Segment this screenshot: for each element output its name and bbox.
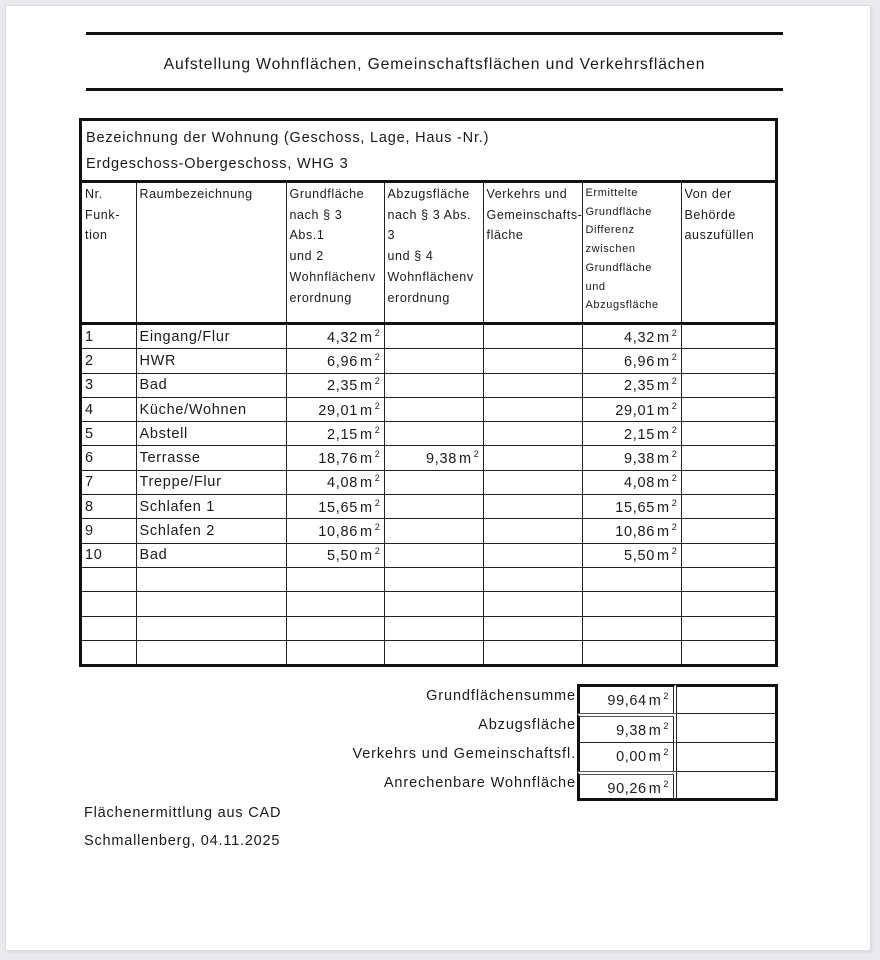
column-header-line: Differenz: [585, 224, 635, 237]
unit-label: m: [360, 426, 373, 443]
unit-label: m: [360, 475, 373, 492]
unit-label: m: [657, 548, 670, 565]
summary-value-box: [577, 742, 677, 771]
cell-value: 1: [85, 328, 94, 345]
column-header-line: und 2: [289, 249, 324, 264]
cell-value: 5,50: [623, 548, 655, 565]
cell-value: 2,35: [326, 378, 358, 395]
cell-abzug: [384, 422, 483, 446]
column-header-line: Nr.: [85, 187, 103, 201]
unit-superscript: 2: [473, 449, 480, 460]
cell-raum: [136, 324, 286, 349]
cell-abzug: [384, 397, 483, 421]
summary-value-box: [577, 684, 677, 713]
cell-value: 4,08: [623, 475, 655, 492]
unit-superscript: 2: [663, 747, 669, 757]
cell-value: 8: [85, 498, 94, 515]
unit-superscript: 2: [374, 327, 381, 338]
column-header-line: und § 4: [387, 249, 434, 264]
cell-value: 9: [85, 523, 94, 540]
cell-behoerde: [681, 567, 775, 591]
footer-place-date: Schmallenberg, 04.11.2025: [84, 833, 281, 849]
cell-verkehr: [483, 373, 582, 397]
cell-raum: [136, 519, 286, 543]
unit-superscript: 2: [374, 376, 381, 387]
column-header-line: Abzugsfläche: [387, 187, 470, 201]
cell-value: Terrasse: [139, 450, 201, 467]
title-rule-bottom: [86, 88, 783, 91]
unit-superscript: 2: [374, 497, 381, 508]
cell-raum: [136, 567, 286, 591]
cell-value: 10,86: [615, 524, 655, 541]
table-row: [82, 567, 775, 591]
cell-value: 29,01: [318, 402, 358, 419]
column-header-row: [82, 183, 775, 324]
column-header-line: nach § 3 Abs.1: [289, 207, 343, 243]
cell-abzug: [384, 567, 483, 591]
title-rule-top: [86, 32, 783, 35]
column-header-line: Wohnflächenv: [289, 269, 376, 284]
unit-superscript: 2: [663, 779, 669, 789]
cell-grund: [286, 373, 384, 397]
cell-value: 10,86: [318, 524, 358, 541]
cell-nr: [82, 422, 136, 446]
unit-label: m: [360, 329, 373, 346]
cell-behoerde: [681, 422, 775, 446]
cell-abzug: [384, 640, 483, 664]
column-header-line: fläche: [486, 228, 524, 243]
cell-abzug: [384, 373, 483, 397]
cell-nr: [82, 519, 136, 543]
column-header-abzug: [384, 183, 483, 324]
cell-nr: [82, 543, 136, 567]
unit-label: m: [657, 451, 670, 468]
unit-label: m: [360, 548, 373, 565]
unit-superscript: 2: [671, 351, 678, 362]
cell-verkehr: [483, 470, 582, 494]
cell-verkehr: [483, 495, 582, 519]
cell-raum: [136, 495, 286, 519]
cell-abzug: [384, 616, 483, 640]
column-header-line: Funk-: [85, 207, 120, 222]
cell-ermittelt: [582, 592, 681, 616]
cell-value: 4,32: [326, 329, 358, 346]
cell-value: 2,35: [623, 378, 655, 395]
cell-grund: [286, 446, 384, 470]
cell-abzug: [384, 592, 483, 616]
table-row: [82, 397, 775, 421]
cell-value: Treppe/Flur: [139, 474, 222, 491]
cell-value: 9,38: [623, 451, 655, 468]
cell-nr: [82, 495, 136, 519]
cell-value: 2,15: [326, 426, 358, 443]
summary-value-box: [577, 771, 677, 800]
unit-label: m: [648, 781, 662, 797]
cell-verkehr: [483, 640, 582, 664]
table-row: [82, 422, 775, 446]
cell-value: 5: [85, 425, 94, 442]
unit-label: m: [657, 426, 670, 443]
unit-label: m: [657, 353, 670, 370]
cell-value: 4,08: [326, 475, 358, 492]
unit-label: m: [459, 451, 472, 468]
authority-empty-cell: [677, 684, 778, 713]
cell-behoerde: [681, 397, 775, 421]
cell-grund: [286, 616, 384, 640]
unit-label: m: [360, 524, 373, 541]
cell-raum: [136, 446, 286, 470]
cell-value: 9,38: [425, 451, 457, 468]
cell-nr: [82, 324, 136, 349]
cell-value: 5,50: [326, 548, 358, 565]
authority-empty-cell: [677, 713, 778, 742]
cell-ermittelt: [582, 446, 681, 470]
cell-behoerde: [681, 592, 775, 616]
cell-behoerde: [681, 324, 775, 349]
column-header-line: Von der: [684, 187, 732, 201]
room-area-table: [82, 183, 775, 664]
cell-ermittelt: [582, 616, 681, 640]
cell-behoerde: [681, 543, 775, 567]
cell-verkehr: [483, 349, 582, 373]
unit-label: m: [648, 693, 662, 709]
table-row: [82, 324, 775, 349]
summary-label: Anrechenbare Wohnfläche: [383, 775, 576, 791]
table-row: [82, 446, 775, 470]
unit-label: m: [657, 524, 670, 541]
summary-bottom-border: [577, 798, 778, 801]
unit-label: m: [360, 499, 373, 516]
column-header-line: Abzugsfläche: [585, 299, 659, 312]
cell-value: 2,15: [623, 426, 655, 443]
cell-raum: [136, 592, 286, 616]
column-header-behoerde: [681, 183, 775, 324]
unit-label: m: [360, 402, 373, 419]
cell-value: Abstell: [139, 425, 188, 442]
cell-ermittelt: [582, 349, 681, 373]
cell-value: Schlafen 2: [139, 523, 216, 540]
cell-grund: [286, 349, 384, 373]
unit-label: m: [648, 749, 662, 765]
cell-raum: [136, 470, 286, 494]
cell-verkehr: [483, 519, 582, 543]
cell-nr: [82, 373, 136, 397]
summary-label: Grundflächensumme: [426, 688, 576, 704]
cell-value: 15,65: [615, 499, 655, 516]
cell-behoerde: [681, 495, 775, 519]
unit-superscript: 2: [671, 327, 678, 338]
summary-value: [607, 691, 669, 709]
cell-nr: [82, 446, 136, 470]
summary-number: 90,26: [607, 781, 647, 797]
cell-behoerde: [681, 373, 775, 397]
cell-raum: [136, 616, 286, 640]
column-header-line: Behörde: [684, 207, 736, 222]
cell-ermittelt: [582, 422, 681, 446]
cell-value: 15,65: [318, 499, 358, 516]
unit-superscript: 2: [671, 376, 678, 387]
unit-superscript: 2: [663, 691, 669, 701]
cell-value: 18,76: [318, 451, 358, 468]
unit-label: m: [657, 475, 670, 492]
cell-value: 6,96: [623, 353, 655, 370]
summary-value: [616, 747, 669, 765]
cell-raum: [136, 373, 286, 397]
cell-grund: [286, 567, 384, 591]
column-header-line: Grundfläche: [289, 187, 365, 201]
unit-superscript: 2: [374, 522, 381, 533]
unit-label: m: [657, 499, 670, 516]
cell-raum: [136, 349, 286, 373]
column-header-grund: [286, 183, 384, 324]
unit-superscript: 2: [374, 351, 381, 362]
unit-label: m: [657, 402, 670, 419]
apartment-designation: [82, 121, 775, 183]
cell-raum: [136, 543, 286, 567]
cell-abzug: [384, 446, 483, 470]
column-header-line: Grundfläche: [585, 205, 653, 218]
column-header-line: auszufüllen: [684, 228, 755, 243]
cell-nr: [82, 616, 136, 640]
cell-grund: [286, 592, 384, 616]
unit-label: m: [657, 378, 670, 395]
cell-verkehr: [483, 446, 582, 470]
cell-value: 4,32: [623, 329, 655, 346]
cell-grund: [286, 397, 384, 421]
column-header-nr: [82, 183, 136, 324]
cell-grund: [286, 422, 384, 446]
unit-superscript: 2: [374, 546, 381, 557]
summary-label: Verkehrs und Gemeinschaftsfl.: [352, 746, 576, 762]
cell-nr: [82, 592, 136, 616]
column-header-line: tion: [85, 228, 108, 243]
cell-grund: [286, 470, 384, 494]
cell-verkehr: [483, 616, 582, 640]
unit-label: m: [360, 378, 373, 395]
table-row: [82, 349, 775, 373]
cell-value: Bad: [139, 377, 168, 394]
cell-nr: [82, 397, 136, 421]
unit-superscript: 2: [671, 473, 678, 484]
cell-ermittelt: [582, 397, 681, 421]
cell-value: 29,01: [615, 402, 655, 419]
document-title: Aufstellung Wohnflächen, Gemeinschaftsflächen und Verkehrsflächen: [163, 56, 706, 73]
column-header-ermittelt: [582, 183, 681, 324]
cell-ermittelt: [582, 324, 681, 349]
cell-verkehr: [483, 567, 582, 591]
cell-verkehr: [483, 543, 582, 567]
summary-number: 0,00: [616, 749, 647, 765]
cell-nr: [82, 470, 136, 494]
cell-nr: [82, 567, 136, 591]
table-row: [82, 640, 775, 664]
unit-superscript: 2: [374, 400, 381, 411]
cell-abzug: [384, 470, 483, 494]
unit-superscript: 2: [374, 424, 381, 435]
cell-ermittelt: [582, 470, 681, 494]
cell-abzug: [384, 349, 483, 373]
cell-raum: [136, 640, 286, 664]
unit-label: m: [648, 723, 662, 739]
column-header-line: Grundfläche: [585, 261, 653, 274]
cell-grund: [286, 543, 384, 567]
authority-empty-cell: [677, 742, 778, 771]
cell-abzug: [384, 495, 483, 519]
cell-ermittelt: [582, 495, 681, 519]
summary-row: [79, 742, 778, 771]
unit-label: m: [360, 353, 373, 370]
footer-source: Flächenermittlung aus CAD: [84, 805, 282, 821]
cell-nr: [82, 349, 136, 373]
cell-value: Schlafen 1: [139, 498, 216, 515]
table-row: [82, 470, 775, 494]
cell-abzug: [384, 519, 483, 543]
summary-value: [616, 721, 669, 739]
designation-label: Bezeichnung der Wohnung (Geschoss, Lage, Haus -Nr.): [86, 130, 490, 146]
summary-row: [79, 771, 778, 800]
cell-value: Eingang/Flur: [139, 328, 231, 345]
cell-behoerde: [681, 519, 775, 543]
unit-label: m: [360, 451, 373, 468]
summary-row: [79, 684, 778, 713]
table-row: [82, 373, 775, 397]
unit-superscript: 2: [671, 424, 678, 435]
column-header-line: Raumbezeichnung: [139, 187, 253, 201]
cell-verkehr: [483, 592, 582, 616]
column-header-line: zwischen: [585, 243, 636, 256]
column-header-raum: [136, 183, 286, 324]
cell-grund: [286, 640, 384, 664]
column-header-verkehr: [483, 183, 582, 324]
table-row: [82, 616, 775, 640]
cell-raum: [136, 397, 286, 421]
summary-number: 9,38: [616, 723, 647, 739]
cell-value: Bad: [139, 547, 168, 564]
cell-value: 10: [85, 547, 103, 564]
summary-value: [607, 779, 669, 797]
unit-superscript: 2: [671, 497, 678, 508]
column-header-line: und: [585, 280, 606, 293]
summary-number: 99,64: [607, 693, 647, 709]
unit-superscript: 2: [663, 721, 669, 731]
column-header-line: Wohnflächenv: [387, 269, 474, 284]
cell-value: 4: [85, 401, 94, 418]
cell-abzug: [384, 543, 483, 567]
cell-behoerde: [681, 446, 775, 470]
summary-row: [79, 713, 778, 742]
cell-behoerde: [681, 640, 775, 664]
table-row: [82, 495, 775, 519]
table-row: [82, 519, 775, 543]
summary-label: Abzugsfläche: [478, 717, 576, 733]
cell-value: 2: [85, 352, 94, 369]
cell-behoerde: [681, 616, 775, 640]
authority-empty-cell: [677, 771, 778, 800]
cell-behoerde: [681, 349, 775, 373]
table-row: [82, 592, 775, 616]
column-header-line: erordnung: [289, 290, 352, 305]
cell-ermittelt: [582, 543, 681, 567]
column-header-line: erordnung: [387, 290, 450, 305]
summary-value-box: [577, 713, 677, 742]
column-header-line: Verkehrs und: [486, 187, 568, 201]
table-row: [82, 543, 775, 567]
column-header-line: Gemeinschafts-: [486, 207, 583, 222]
cell-verkehr: [483, 422, 582, 446]
cell-nr: [82, 640, 136, 664]
cell-abzug: [384, 324, 483, 349]
unit-superscript: 2: [671, 546, 678, 557]
cell-grund: [286, 519, 384, 543]
unit-superscript: 2: [671, 522, 678, 533]
cell-ermittelt: [582, 373, 681, 397]
unit-superscript: 2: [671, 449, 678, 460]
unit-label: m: [657, 329, 670, 346]
cell-value: HWR: [139, 352, 177, 369]
cell-verkehr: [483, 324, 582, 349]
cell-grund: [286, 324, 384, 349]
cell-ermittelt: [582, 640, 681, 664]
cell-ermittelt: [582, 519, 681, 543]
unit-superscript: 2: [374, 473, 381, 484]
cell-value: 7: [85, 474, 94, 491]
cell-value: 6,96: [326, 353, 358, 370]
cell-behoerde: [681, 470, 775, 494]
column-header-line: nach § 3 Abs. 3: [387, 207, 472, 243]
cell-value: 6: [85, 450, 94, 467]
designation-value: Erdgeschoss-Obergeschoss, WHG 3: [86, 156, 349, 172]
unit-superscript: 2: [374, 449, 381, 460]
cell-value: 3: [85, 377, 94, 394]
cell-verkehr: [483, 397, 582, 421]
unit-superscript: 2: [671, 400, 678, 411]
cell-value: Küche/Wohnen: [139, 401, 247, 418]
cell-grund: [286, 495, 384, 519]
area-table-sheet: [79, 118, 778, 667]
column-header-line: Ermittelte: [585, 187, 638, 199]
cell-raum: [136, 422, 286, 446]
cell-ermittelt: [582, 567, 681, 591]
